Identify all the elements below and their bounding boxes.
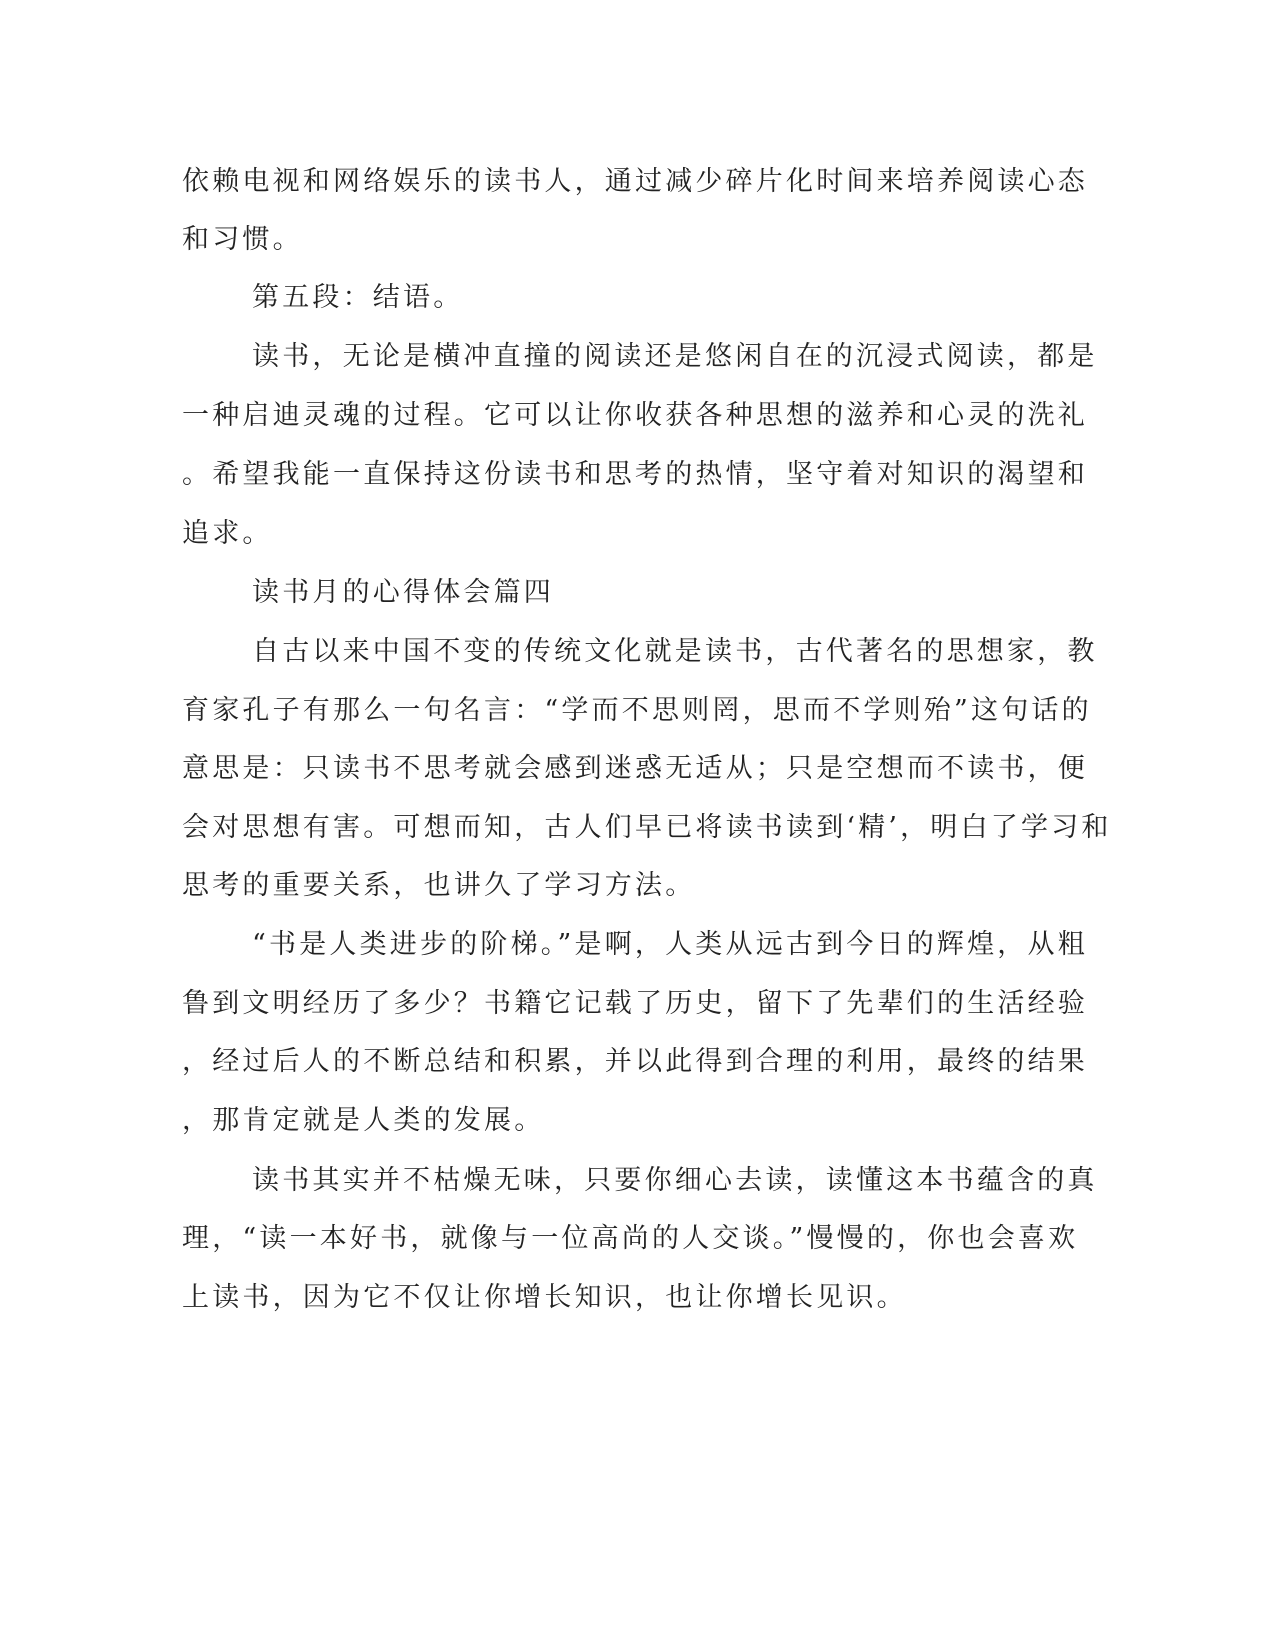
- text-line: 思考的重要关系，也讲久了学习方法。: [182, 870, 696, 901]
- text-line: 追求。: [182, 518, 273, 549]
- text-line: 读书其实并不枯燥无味，只要你细心去读，读懂这本书蕴含的真: [252, 1165, 1098, 1196]
- text-line: ，那肯定就是人类的发展。: [182, 1105, 545, 1136]
- section-heading: 第五段：结语。: [252, 282, 464, 313]
- text-line: 意思是：只读书不思考就会感到迷惑无适从；只是空想而不读书，便: [182, 753, 1088, 784]
- text-line: 依赖电视和网络娱乐的读书人，通过减少碎片化时间来培养阅读心态: [182, 166, 1088, 197]
- text-line: 。希望我能一直保持这份读书和思考的热情，坚守着对知识的渴望和: [182, 459, 1088, 490]
- text-line: 会对思想有害。可想而知，古人们早已将读书读到‘精’，明白了学习和: [182, 812, 1112, 843]
- text-line: 鲁到文明经历了多少？书籍它记载了历史，留下了先辈们的生活经验: [182, 988, 1088, 1019]
- text-line: 自古以来中国不变的传统文化就是读书，古代著名的思想家，教: [252, 636, 1098, 667]
- text-line: 读书，无论是横冲直撞的阅读还是悠闲自在的沉浸式阅读，都是: [252, 341, 1098, 372]
- text-line: 理，“读一本好书，就像与一位高尚的人交谈。”慢慢的，你也会喜欢: [182, 1223, 1079, 1254]
- text-line: 育家孔子有那么一句名言：“学而不思则罔，思而不学则殆”这句话的: [182, 695, 1092, 726]
- text-line: 一种启迪灵魂的过程。它可以让你收获各种思想的滋养和心灵的洗礼: [182, 400, 1088, 431]
- text-line: “书是人类进步的阶梯。”是啊，人类从远古到今日的辉煌，从粗: [252, 929, 1088, 960]
- text-line: ，经过后人的不断总结和积累，并以此得到合理的利用，最终的结果: [182, 1046, 1088, 1077]
- text-line: 和习惯。: [182, 224, 303, 255]
- text-line: 上读书，因为它不仅让你增长知识，也让你增长见识。: [182, 1282, 907, 1313]
- article-title: 读书月的心得体会篇四: [252, 577, 554, 608]
